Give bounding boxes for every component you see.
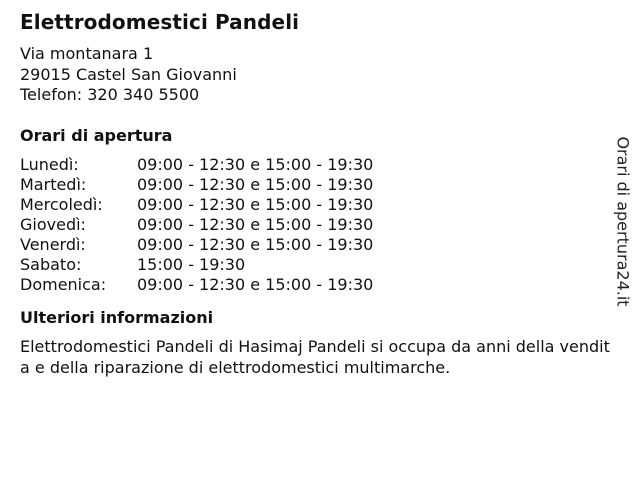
hours-row-wednesday xyxy=(20,195,610,215)
brand-text: Orari di apertura24.it xyxy=(613,135,633,307)
day-hours: 09:00 - 12:30 e 15:00 - 19:30 xyxy=(137,154,374,174)
info-title: Ulteriori informazioni xyxy=(20,307,214,327)
business-name: Elettrodomestici Pandeli xyxy=(20,10,300,34)
day-label: Venerdì: xyxy=(20,234,86,254)
info-description: Elettrodomestici Pandeli di Hasimaj Pandeli si occupa da anni della vendita e della riparazione di elettrodomestici multimarche. xyxy=(20,336,610,377)
day-label: Domenica: xyxy=(20,274,107,294)
hours-row-saturday xyxy=(20,255,610,275)
business-card xyxy=(20,8,610,378)
hours-row-monday xyxy=(20,155,610,175)
hours-row-tuesday xyxy=(20,175,610,195)
day-label: Mercoledì: xyxy=(20,194,103,214)
opening-hours-table xyxy=(20,155,610,295)
hours-row-friday xyxy=(20,235,610,255)
brand-watermark xyxy=(611,133,635,309)
day-hours: 15:00 - 19:30 xyxy=(137,254,246,274)
day-hours: 09:00 - 12:30 e 15:00 - 19:30 xyxy=(137,214,374,234)
hours-title: Orari di apertura xyxy=(20,125,173,145)
street-address: Via montanara 1 xyxy=(20,44,154,63)
day-hours: 09:00 - 12:30 e 15:00 - 19:30 xyxy=(137,194,374,214)
hours-row-thursday xyxy=(20,215,610,235)
day-hours: 09:00 - 12:30 e 15:00 - 19:30 xyxy=(137,274,374,294)
day-label: Giovedì: xyxy=(20,214,86,234)
day-hours: 09:00 - 12:30 e 15:00 - 19:30 xyxy=(137,174,374,194)
hours-row-sunday xyxy=(20,275,610,295)
address-block xyxy=(20,44,610,106)
phone-number: Telefon: 320 340 5500 xyxy=(20,85,200,104)
day-label: Sabato: xyxy=(20,254,82,274)
day-label: Martedì: xyxy=(20,174,87,194)
city-address: 29015 Castel San Giovanni xyxy=(20,64,237,84)
day-label: Lunedì: xyxy=(20,154,79,174)
day-hours: 09:00 - 12:30 e 15:00 - 19:30 xyxy=(137,234,374,254)
